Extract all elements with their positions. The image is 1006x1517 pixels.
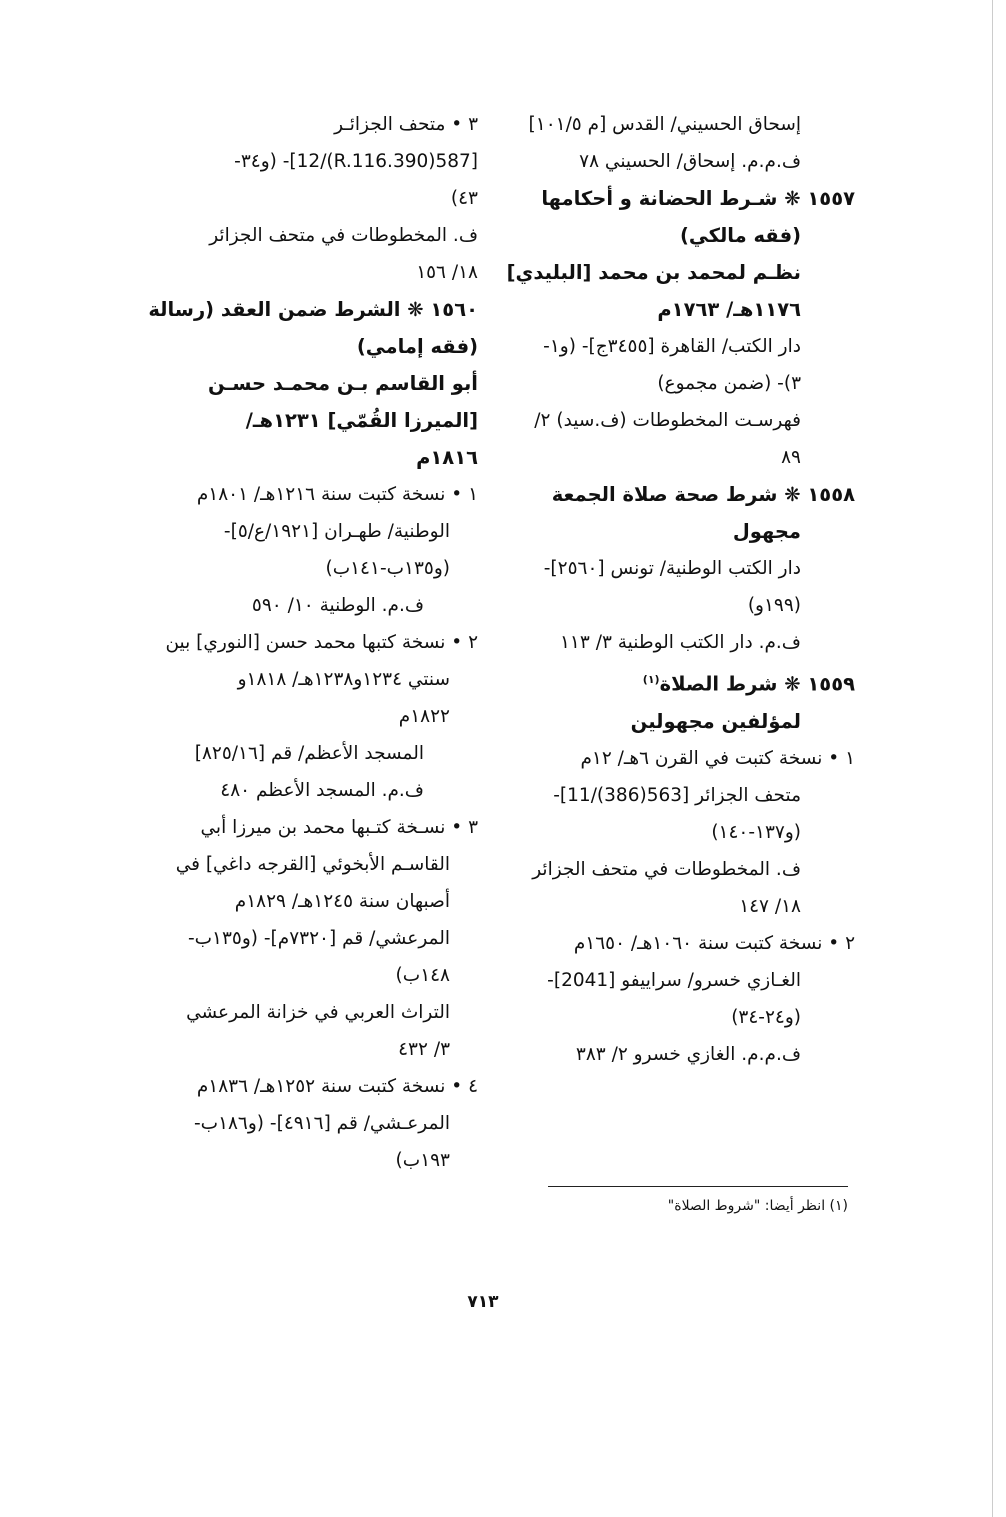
text-line: فهرسـت المخطوطات (ف.سيد) ٢/ bbox=[534, 410, 801, 431]
author-line: ١١٧٦هـ/ ١٧٦٣م bbox=[657, 298, 801, 321]
text-line: ف. المخطوطات في متحف الجزائر bbox=[209, 225, 478, 246]
author-line: أبو القاسم بـن محمـد حسـن bbox=[208, 372, 478, 395]
entry-heading: ١٥٥٧ ❋ شـرط الحضانة و أحكامها bbox=[541, 187, 855, 210]
copy-line: ٣ • متحف الجزائـر bbox=[334, 114, 478, 135]
text-line: ف.م.م. الغازي خسرو ٢/ ٣٨٣ bbox=[575, 1043, 801, 1065]
text-line: (و١٣٥ب-١٤١ب) bbox=[325, 558, 450, 579]
author-line: نظـم لمحمد بن محمد [البليدي] bbox=[506, 261, 801, 284]
text-line: ١٩٣ب) bbox=[395, 1150, 450, 1171]
text-line: ٣/ ٤٣٢ bbox=[398, 1039, 450, 1060]
text-line: ٨٩ bbox=[781, 447, 801, 468]
text-line: دار الكتب/ القاهرة [٣٤٥٥ج]- (و١- bbox=[543, 336, 801, 357]
text-line: سنتي ١٢٣٤و١٢٣٨هـ/ ١٨١٨و bbox=[237, 669, 450, 690]
text-line: ف.م. الوطنية ١٠/ ٥٩٠ bbox=[251, 595, 424, 616]
author-line: لمؤلفين مجهولين bbox=[630, 709, 801, 733]
text-line: ٤٣) bbox=[450, 188, 478, 209]
text-line: (و٢٤-٣٤) bbox=[731, 1006, 801, 1028]
entry-heading: ١٥٦٠ ❋ الشرط ضمن العقد (رسالة bbox=[148, 298, 478, 321]
text-line: دار الكتب الوطنية/ تونس [٢٥٦٠]- bbox=[543, 558, 801, 579]
entry-heading bbox=[505, 667, 855, 698]
text-line: ١٨/ ١٤٧ bbox=[739, 895, 801, 917]
copy-line: ٤ • نسخة كتبت سنة ١٢٥٢هـ/ ١٨٣٦م bbox=[196, 1076, 478, 1097]
copy-line: ٣ • نسـخة كتـبها محمد بن ميرزا أبي bbox=[200, 817, 478, 838]
text-line: الغـازي خسرو/ سراييفو [2041]- bbox=[547, 969, 801, 991]
copy-line: ٢ • نسخة كتبها محمد حسن [النوري] بين bbox=[165, 632, 478, 653]
text-line: (و١٣٧-١٤٠) bbox=[711, 821, 801, 843]
author-line: ١٨١٦م bbox=[416, 446, 478, 469]
text-line: أصبهان سنة ١٢٤٥هـ/ ١٨٢٩م bbox=[234, 891, 450, 912]
footnote-divider bbox=[548, 1186, 848, 1187]
text-line: ف.م. دار الكتب الوطنية ٣/ ١١٣ bbox=[560, 632, 801, 653]
author-line: مجهول bbox=[732, 520, 801, 543]
entry-heading: ١٥٥٨ ❋ شرط صحة صلاة الجمعة bbox=[551, 483, 855, 506]
entry-heading: (فقه مالكي) bbox=[679, 224, 801, 247]
copy-line: ٢ • نسخة كتبت سنة ١٠٦٠هـ/ ١٦٥٠م bbox=[573, 932, 855, 954]
text-line: ١٨/ ١٥٦ bbox=[416, 262, 478, 283]
right-column bbox=[505, 112, 855, 1079]
text-line: المسجد الأعظم/ قم [٨٢٥/١٦] bbox=[194, 743, 424, 764]
text-line: إسحاق الحسيني/ القدس [م ١٠١/٥] bbox=[528, 114, 801, 135]
copy-line: ١ • نسخة كتبت سنة ١٢١٦هـ/ ١٨٠١م bbox=[196, 484, 478, 505]
text-line: ١٨٢٢م bbox=[398, 706, 450, 727]
footnote-ref: (١) bbox=[642, 673, 660, 686]
text-line: ف. المخطوطات في متحف الجزائر bbox=[532, 858, 801, 880]
text-line: [587(390.R.116)/12]- (و٣٤- bbox=[234, 151, 478, 172]
entry-heading-text: ١٥٥٩ ❋ شرط الصلاة bbox=[659, 672, 855, 696]
text-line: ف.م.م. إسحاق/ الحسيني ٧٨ bbox=[579, 151, 801, 172]
author-line: [الميرزا القُمّي] ١٢٣١هـ/ bbox=[245, 409, 478, 432]
footnote: (١) انظر أيضا: "شروط الصلاة" bbox=[667, 1198, 848, 1214]
text-line: التراث العربي في خزانة المرعشي bbox=[186, 1002, 450, 1023]
page-edge bbox=[992, 0, 993, 1517]
text-line: (١٩٩و) bbox=[747, 595, 801, 616]
text-line: المرعشي/ قم [٧٣٢٠م]- (و١٣٥ب- bbox=[187, 928, 450, 949]
page-number: ٧١٣ bbox=[467, 1292, 499, 1312]
text-line: المرعـشي/ قم [٤٩١٦]- (و١٨٦ب- bbox=[193, 1113, 450, 1134]
text-line: ١٤٨ب) bbox=[395, 965, 450, 986]
text-line: ٣)- (ضمن مجموع) bbox=[657, 373, 801, 394]
text-line: ف.م. المسجد الأعظم ٤٨٠ bbox=[220, 780, 424, 801]
text-line: القاسـم الأبخوئي [القرجه داغي] في bbox=[175, 854, 450, 875]
text-line: متحف الجزائر [563(386)/11]- bbox=[553, 784, 801, 806]
left-column bbox=[128, 112, 478, 1185]
entry-heading: (فقه إمامي) bbox=[356, 335, 478, 358]
copy-line: ١ • نسخة كتبت في القرن ٦هـ/ ١٢م bbox=[580, 747, 855, 769]
text-line: الوطنية/ طهـران [١٩٢١/ع/٥]- bbox=[223, 521, 450, 542]
